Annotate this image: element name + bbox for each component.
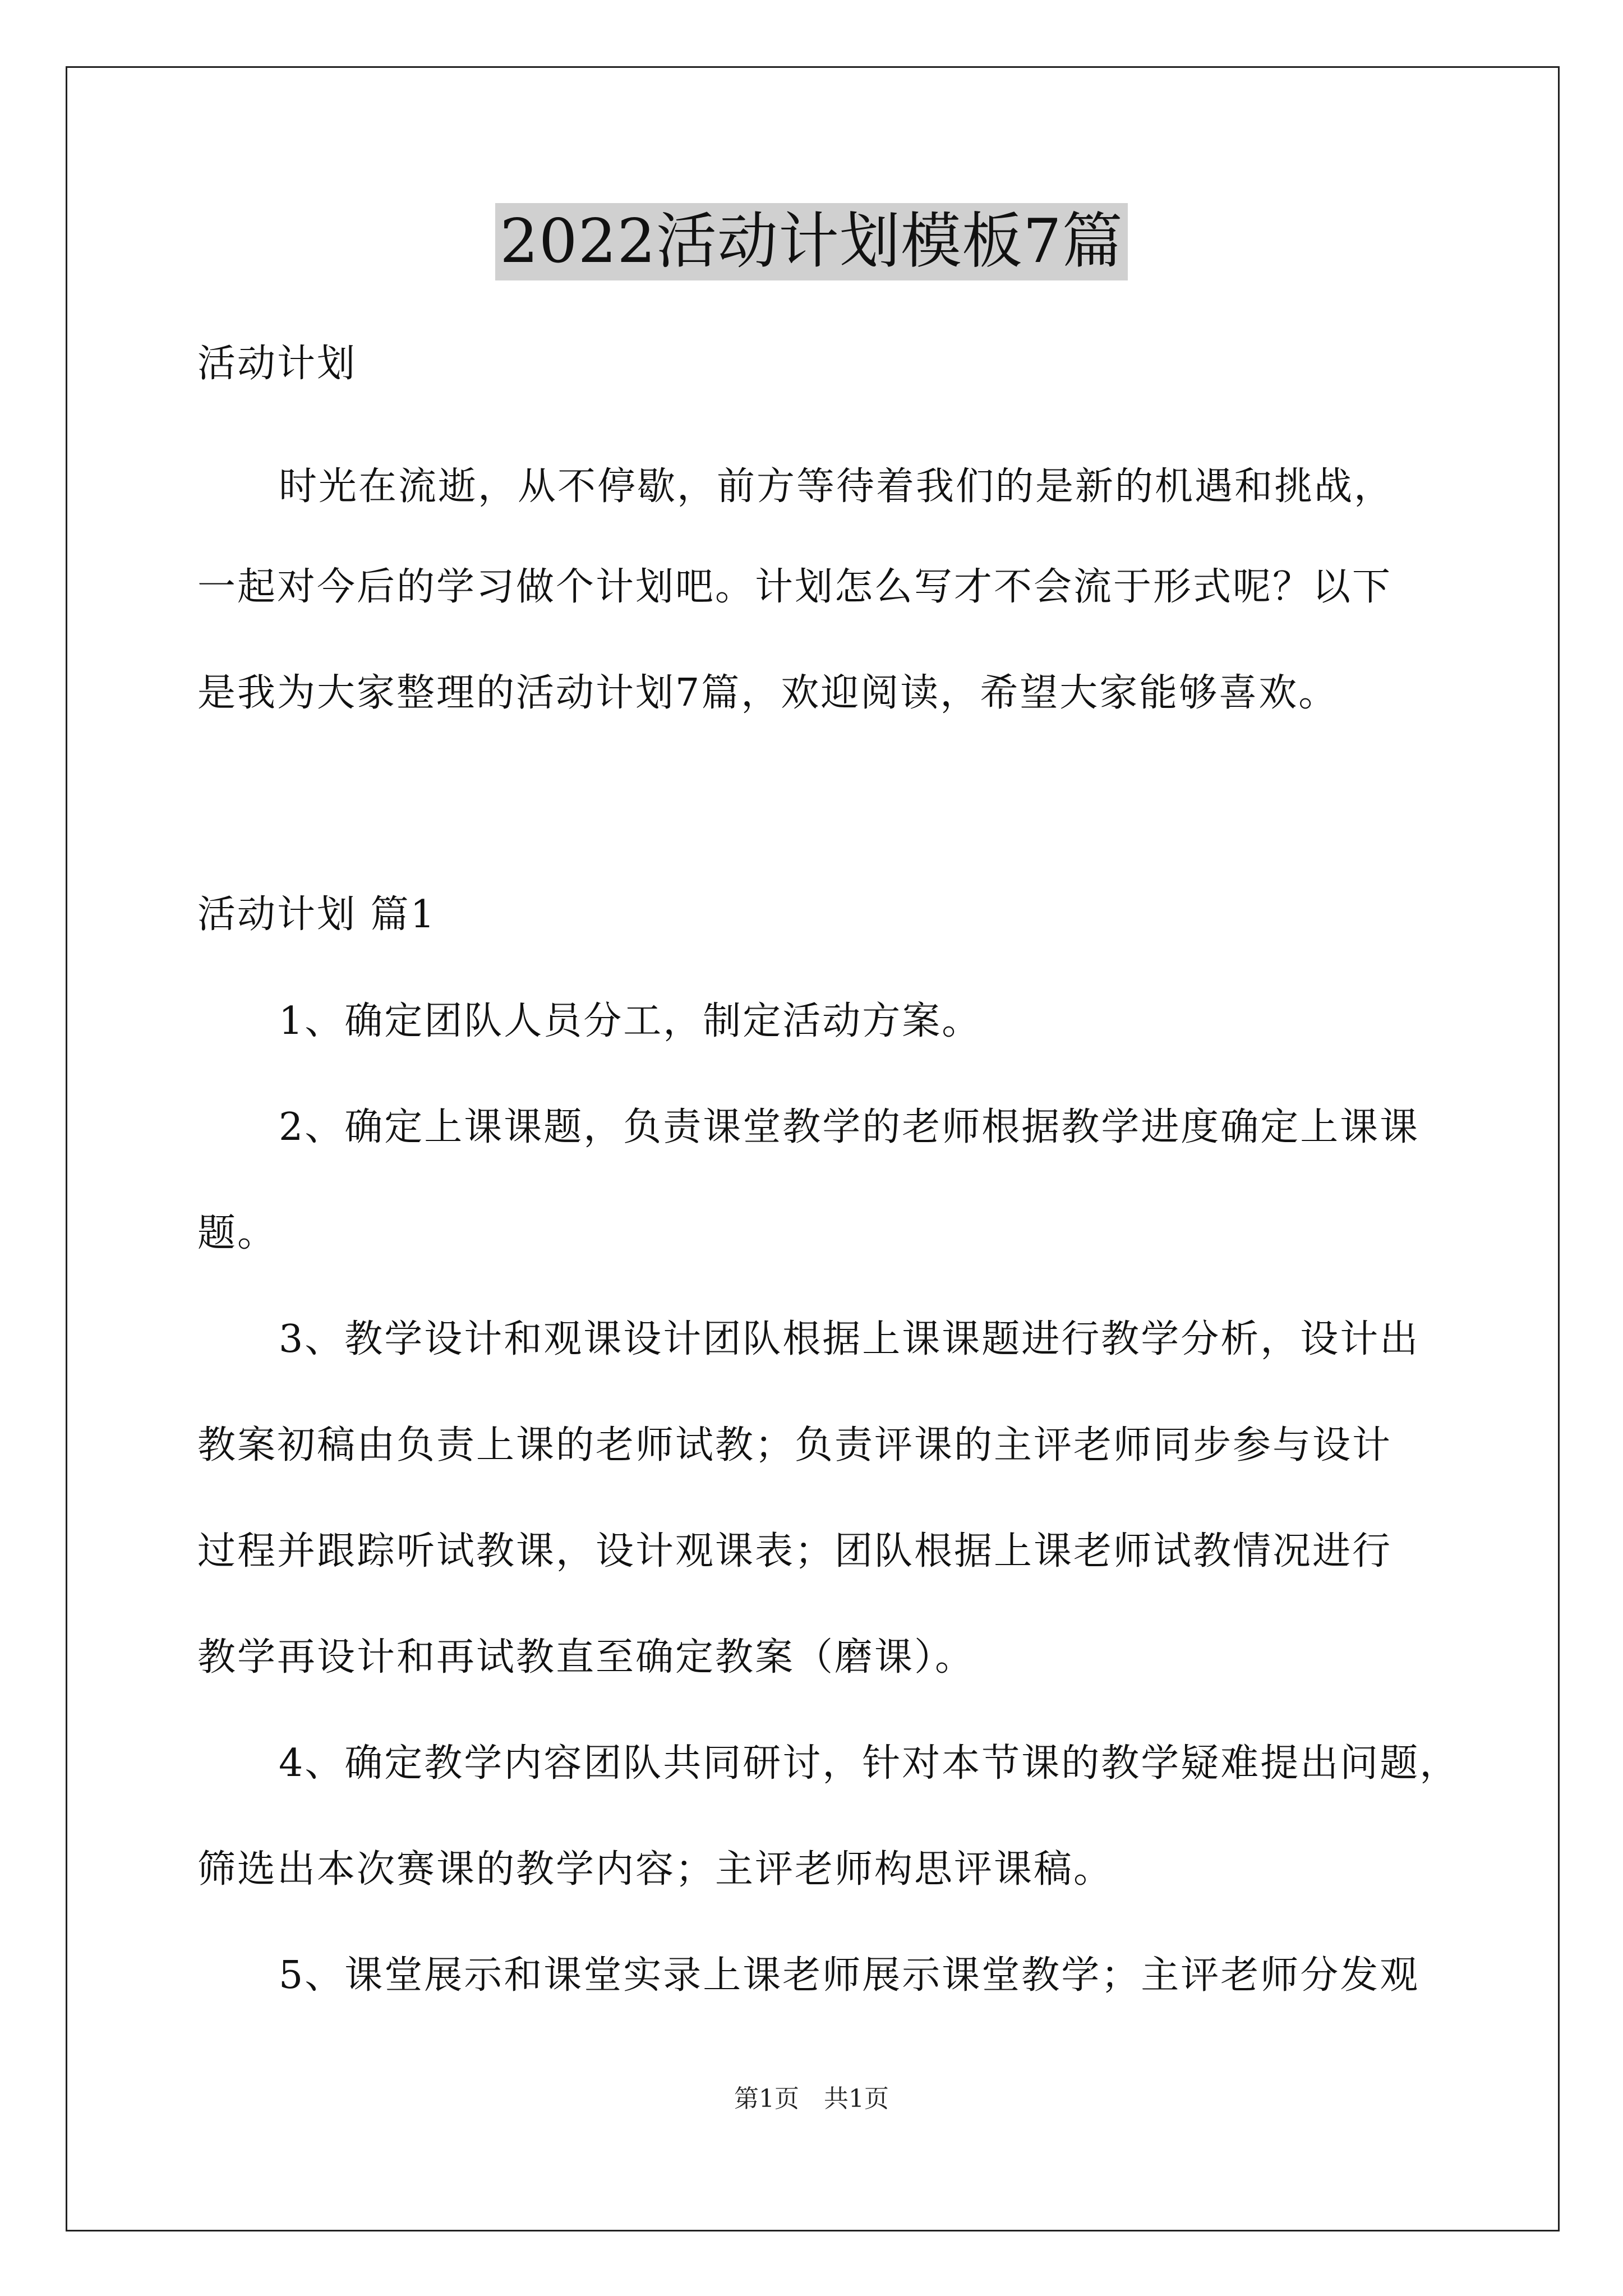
body-line: 2、确定上课课题，负责课堂教学的老师根据教学进度确定上课课 <box>279 1105 1420 1149</box>
document-title: 2022活动计划模板7篇 <box>495 203 1128 280</box>
body-line: 4、确定教学内容团队共同研讨，针对本节课的教学疑难提出问题， <box>279 1741 1460 1786</box>
body-line: 1、确定团队人员分工，制定活动方案。 <box>279 999 982 1043</box>
body-line: 5、课堂展示和课堂实录上课老师展示课堂教学；主评老师分发观 <box>279 1953 1420 1998</box>
body-line: 题。 <box>197 1211 278 1255</box>
intro-line: 时光在流逝，从不停歇，前方等待着我们的是新的机遇和挑战， <box>279 464 1394 509</box>
title-container <box>0 203 1623 280</box>
body-line: 教学再设计和再试教直至确定教案（磨课）。 <box>197 1635 975 1680</box>
body-line: 3、教学设计和观课设计团队根据上课课题进行教学分析，设计出 <box>279 1317 1420 1361</box>
intro-line: 是我为大家整理的活动计划7篇，欢迎阅读，希望大家能够喜欢。 <box>197 671 1339 715</box>
body-line: 教案初稿由负责上课的老师试教；负责评课的主评老师同步参与设计 <box>197 1423 1393 1467</box>
body-line: 筛选出本次赛课的教学内容；主评老师构思评课稿。 <box>197 1847 1114 1892</box>
article-heading: 活动计划 篇1 <box>197 892 436 937</box>
body-line: 过程并跟踪听试教课，设计观课表；团队根据上课老师试教情况进行 <box>197 1529 1393 1573</box>
intro-line: 一起对今后的学习做个计划吧。计划怎么写才不会流于形式呢？以下 <box>197 565 1393 609</box>
page-footer: 第1页 共1页 <box>734 2085 889 2113</box>
section-label: 活动计划 <box>197 342 357 386</box>
